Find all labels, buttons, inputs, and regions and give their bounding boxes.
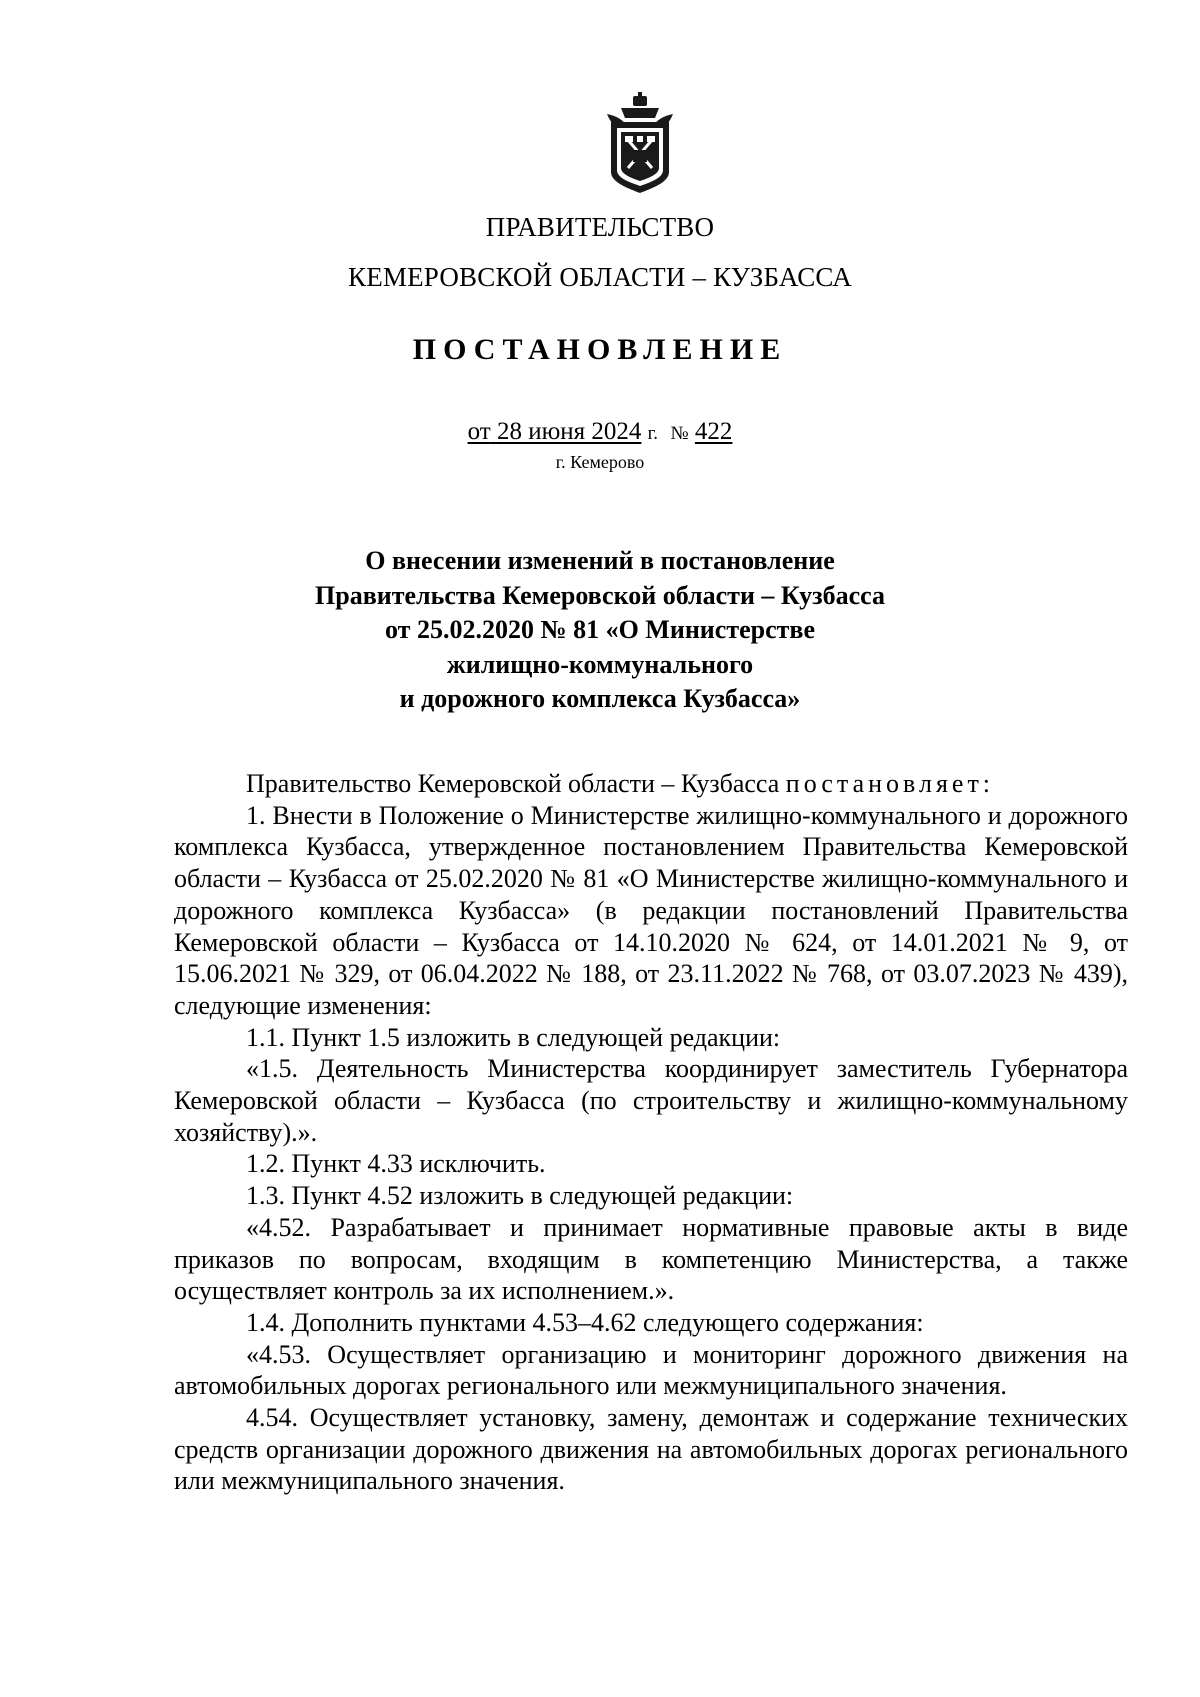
title-line: Правительства Кемеровской области – Кузбасса <box>315 580 885 610</box>
document-body <box>174 768 1128 1497</box>
document-title <box>0 544 1200 717</box>
title-line: и дорожного комплекса Кузбасса» <box>399 684 801 713</box>
paragraph-1-5-text: «1.5. Деятельность Министерства координирует заместитель Губернатора Кемеровской области – Кузбасса (по строительству и жилищно-коммунальному хозяйству).». <box>174 1054 1128 1147</box>
authority-name-line1: ПРАВИТЕЛЬСТВО <box>485 212 715 242</box>
city: г. Кемерово <box>555 452 645 472</box>
title-line: жилищно-коммунального <box>446 649 754 679</box>
paragraph-1-1: 1.1. Пункт 1.5 изложить в следующей редакции: <box>246 1022 781 1052</box>
paragraph-1-3: 1.3. Пункт 4.52 изложить в следующей редакции: <box>246 1181 794 1211</box>
paragraph-1: 1. Внести в Положение о Министерстве жилищно-коммунального и дорожного комплекса Кузбасса, утвержденное постановлением Правительства Кемеровской области – Кузбасса от 25.02.2020 № 81 «О Министерстве жилищно-коммунального и дорожного комплекса Кузбасса» (в редакции постановлений Правительства Кемеровской области – Кузбасса от 14.10.2020 № 624, от 14.01.2021 № 9, от 15.06.2021 № 329, от 06.04.2022 № 188, от 23.11.2022 № 768, от 03.07.2023 № 439), следующие изменения: <box>174 800 1128 1020</box>
document-type: ПОСТАНОВЛЕНИЕ <box>412 333 788 366</box>
intro-paragraph <box>174 768 1128 800</box>
intro-verb: постановляет: <box>785 769 995 798</box>
paragraph-4-52-text: «4.52. Разрабатывает и принимает нормативные правовые акты в виде приказов по вопросам, входящим в компетенцию Министерства, а также осуществляет контроль за их исполнением.». <box>174 1212 1128 1306</box>
document-number: 422 <box>694 418 733 445</box>
title-line: О внесении изменений в постановление <box>365 546 835 575</box>
paragraph-1-2: 1.2. Пункт 4.33 исключить. <box>246 1149 546 1179</box>
authority-name-line2: КЕМЕРОВСКОЙ ОБЛАСТИ – КУЗБАССА <box>348 262 852 292</box>
date-number-line <box>0 418 1200 446</box>
coat-of-arms-emblem <box>603 92 677 194</box>
paragraph-1-4: 1.4. Дополнить пунктами 4.53–4.62 следующего содержания: <box>246 1307 924 1337</box>
date-prefix: от <box>467 418 491 445</box>
paragraph-4-53-text: «4.53. Осуществляет организацию и мониторинг дорожного движения на автомобильных дорогах регионального или межмуниципального значения. <box>174 1339 1128 1401</box>
number-prefix: № <box>670 423 689 444</box>
year-suffix: г. <box>647 423 659 444</box>
paragraph-4-54-text: 4.54. Осуществляет установку, замену, демонтаж и содержание технических средств организации дорожного движения на автомобильных дорогах регионального или межмуниципального значения. <box>174 1403 1128 1496</box>
document-date: 28 июня 2024 <box>496 418 642 445</box>
intro-text: Правительство Кемеровской области – Кузбасса <box>246 769 780 798</box>
title-line: от 25.02.2020 № 81 «О Министерстве <box>385 615 815 644</box>
